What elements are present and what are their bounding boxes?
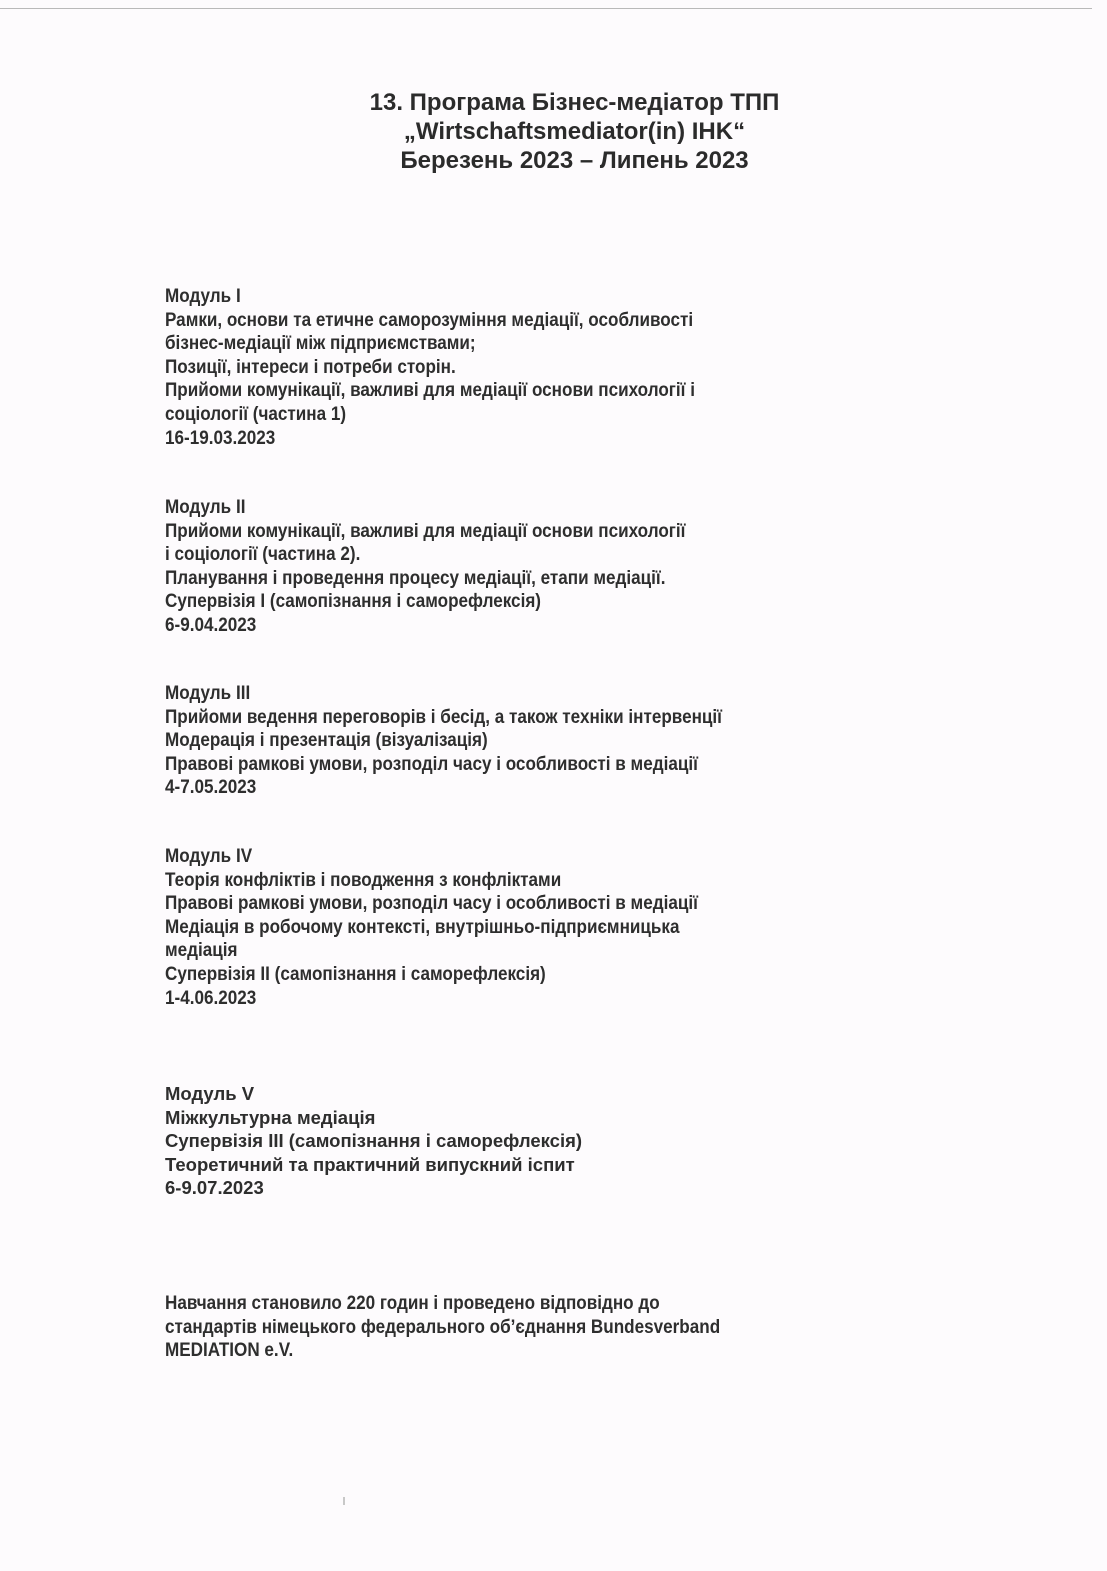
title-line-period: Березень 2023 – Липень 2023 — [400, 147, 749, 174]
module-heading: Модуль IV — [165, 846, 253, 867]
module-topic-line: Медіація в робочому контексті, внутрішньо-підприємницька — [165, 916, 680, 938]
module-heading: Модуль III — [165, 683, 251, 704]
module-2 — [165, 496, 743, 638]
module-topic-line: Міжкультурна медіація — [165, 1106, 376, 1128]
summary-line: Навчання становило 220 годин і проведено відповідно до — [165, 1293, 660, 1314]
module-topic-line: Прийоми комунікації, важливі для медіації основи психології — [165, 520, 686, 542]
module-date: 16-19.03.2023 — [165, 427, 276, 449]
module-topic-line: Рамки, основи та етичне саморозуміння медіації, особливості — [165, 309, 694, 331]
module-heading: Модуль V — [165, 1083, 255, 1104]
module-1 — [165, 285, 754, 450]
module-topic-line: Правові рамкові умови, розподіл часу і особливості в медіації — [165, 753, 698, 775]
summary-line: MEDIATION e.V. — [165, 1340, 294, 1362]
module-topic-line: Теорія конфліктів і поводження з конфліктами — [165, 869, 562, 891]
module-heading: Модуль I — [165, 286, 241, 307]
module-heading: Модуль II — [165, 497, 246, 518]
training-summary-note — [165, 1292, 782, 1363]
module-topic-line: Супервізія I (самопізнання і саморефлексія) — [165, 591, 542, 613]
module-date: 6-9.04.2023 — [165, 614, 257, 636]
module-topic-line: Прийоми комунікації, важливі для медіації основи психології і — [165, 380, 695, 402]
summary-line: стандартів німецького федерального об’єднання Bundesverband — [165, 1316, 721, 1338]
module-topic-line: Модерація і презентація (візуалізація) — [165, 730, 488, 752]
title-line-program: 13. Програма Бізнес-медіатор ТПП — [369, 89, 780, 116]
document-title — [0, 88, 1107, 175]
module-topic-line: Правові рамкові умови, розподіл часу і особливості в медіації — [165, 893, 698, 915]
scan-top-edge — [0, 8, 1092, 9]
module-date: 4-7.05.2023 — [165, 777, 257, 799]
scan-speck — [343, 1497, 345, 1505]
module-3 — [165, 682, 784, 800]
module-topic-line: соціології (частина 1) — [165, 403, 347, 425]
module-topic-line: бізнес-медіації між підприємствами; — [165, 333, 476, 355]
module-topic-line: Прийоми ведення переговорів і бесід, а також техніки інтервенції — [165, 706, 722, 728]
module-date: 1-4.06.2023 — [165, 987, 257, 1009]
module-4 — [165, 845, 757, 1010]
module-date: 6-9.07.2023 — [165, 1177, 264, 1199]
module-topic-line: Супервізія III (самопізнання і саморефлексія) — [165, 1130, 583, 1152]
module-topic-line: і соціології (частина 2). — [165, 544, 361, 566]
module-topic-line: Теоретичний та практичний випускний іспит — [165, 1153, 575, 1175]
module-topic-line: Позиції, інтереси і потреби сторін. — [165, 356, 456, 378]
module-topic-line: Супервізія II (самопізнання і саморефлексія) — [165, 963, 546, 985]
module-5 — [165, 1082, 582, 1200]
title-line-german-name: „Wirtschaftsmediator(in) IHK“ — [403, 118, 746, 145]
module-topic-line: медіація — [165, 940, 238, 962]
module-topic-line: Планування і проведення процесу медіації, етапи медіації. — [165, 567, 666, 589]
